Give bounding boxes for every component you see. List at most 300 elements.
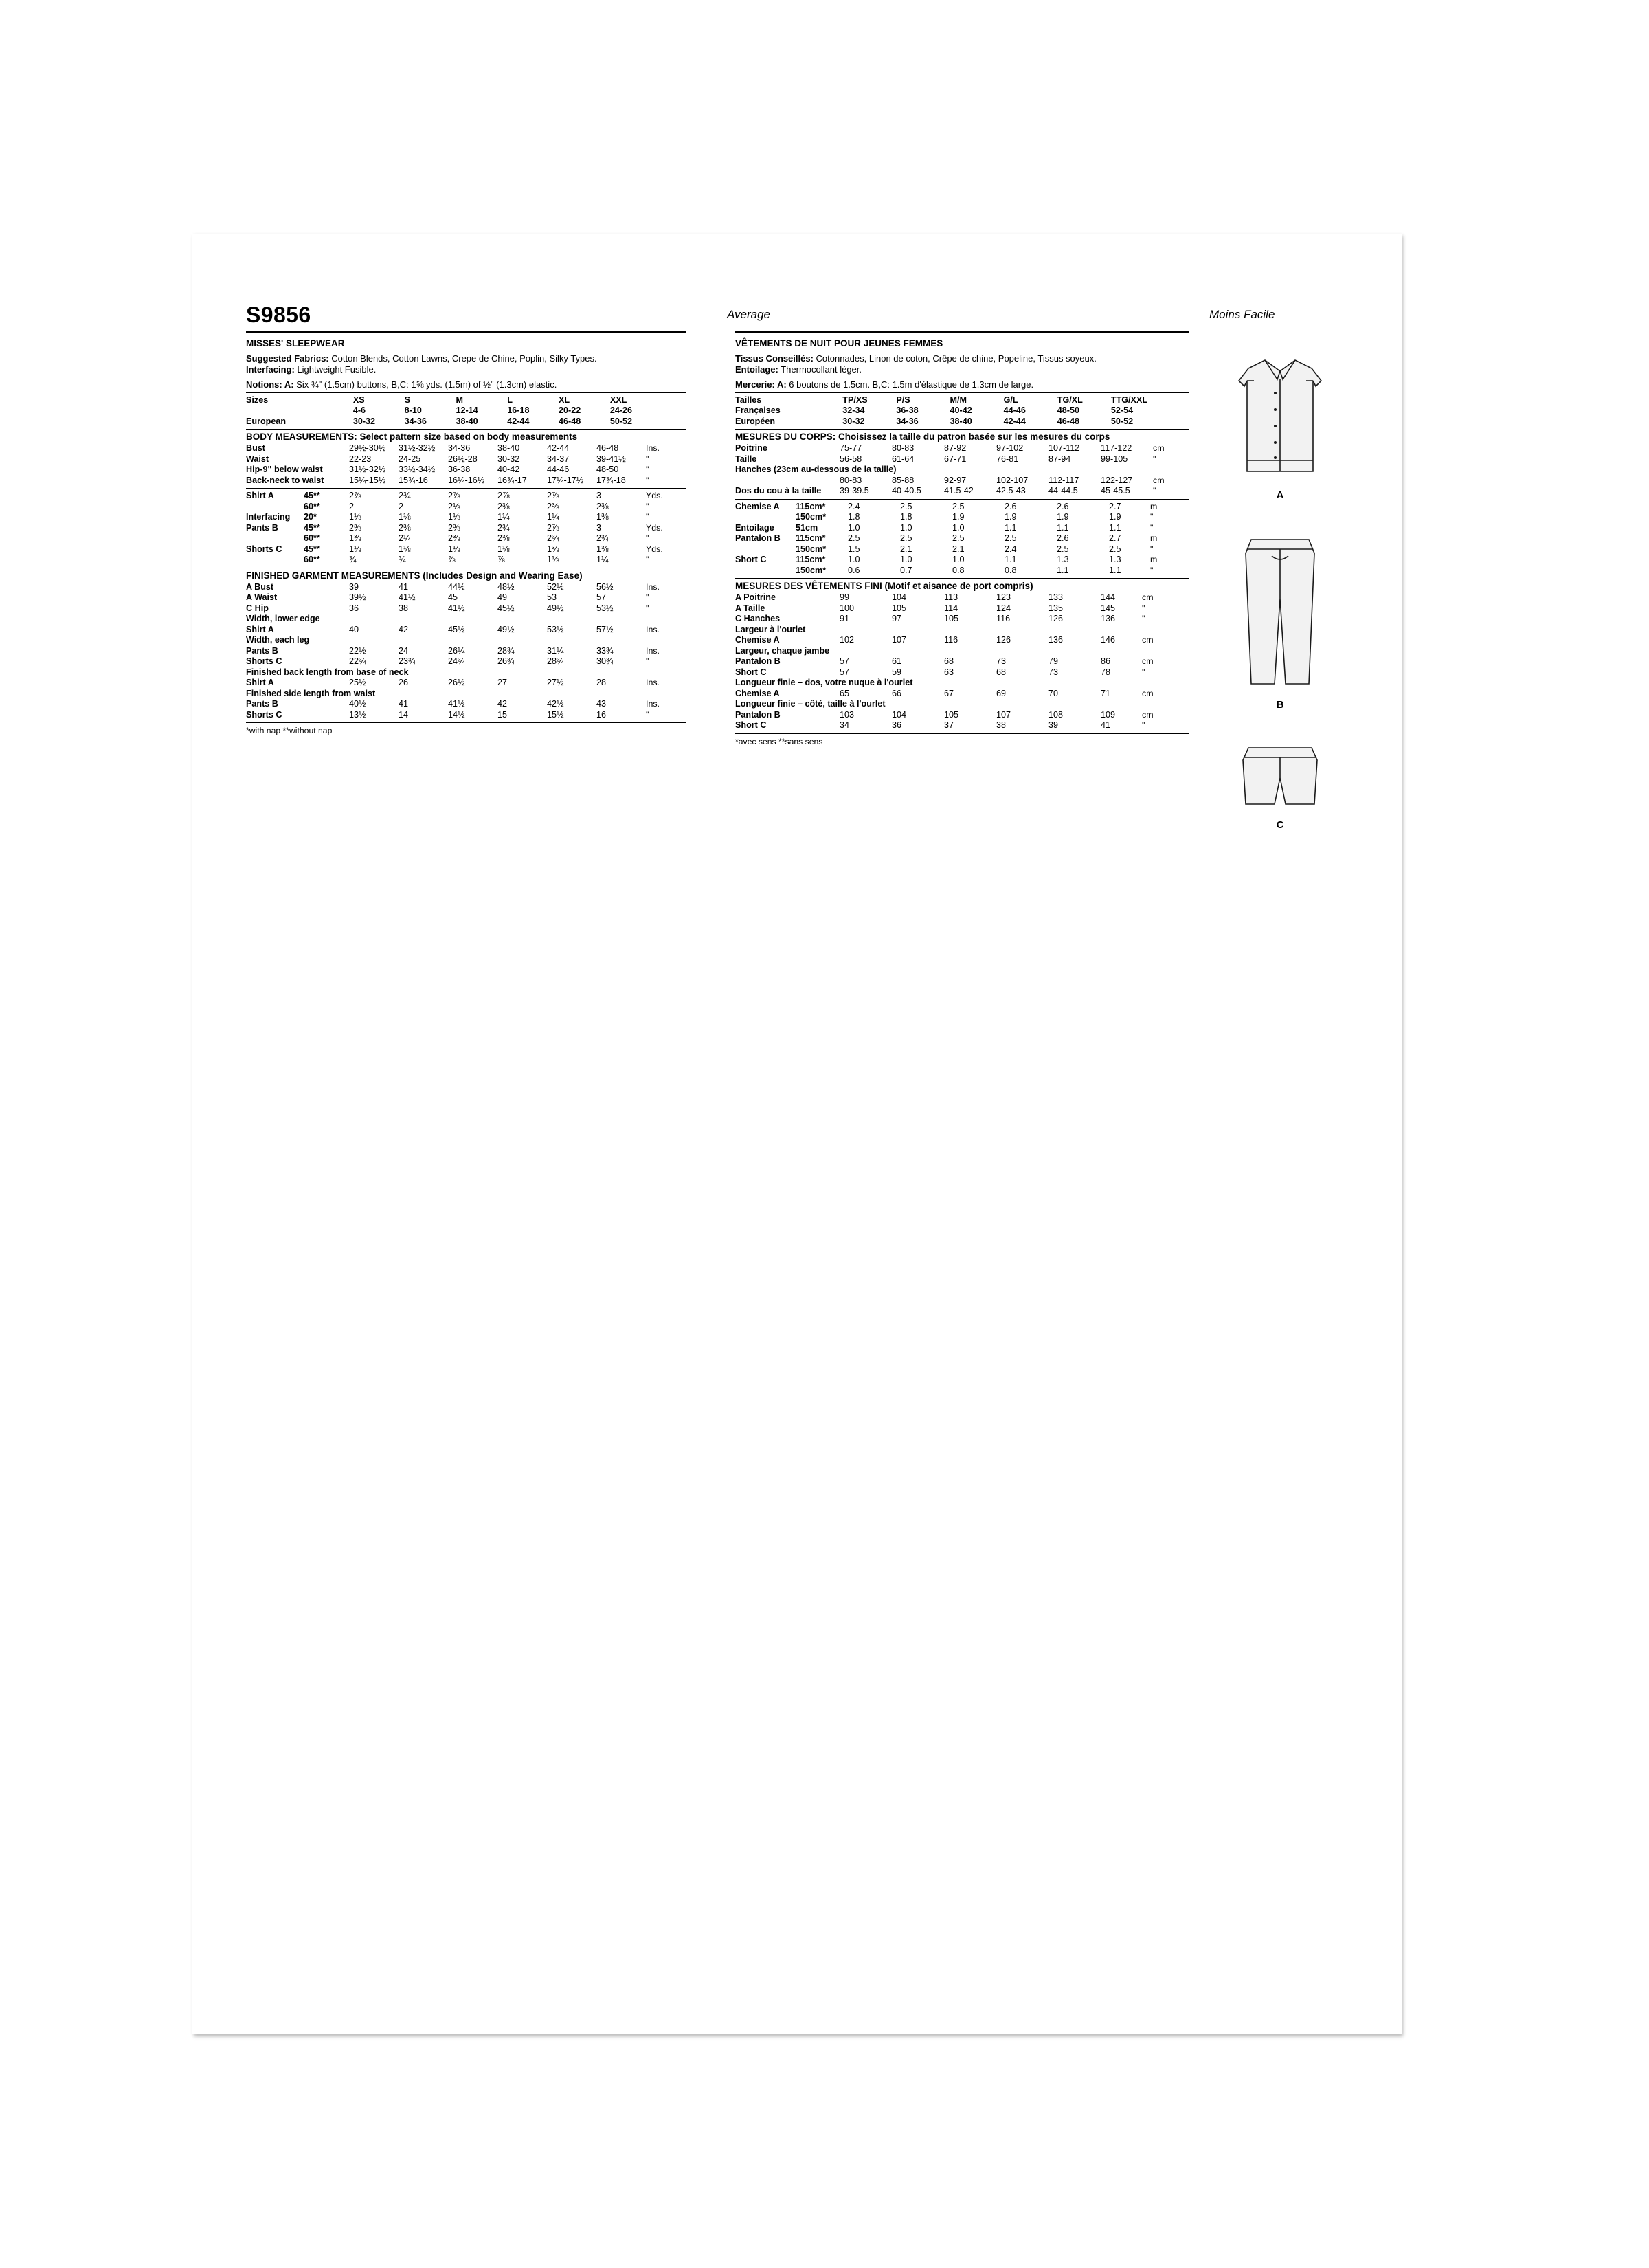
cell: 68 (996, 667, 1007, 677)
cell: 1.1 (1109, 522, 1121, 533)
row-label: Shorts C (246, 709, 282, 720)
cell: 39 (1048, 720, 1059, 730)
row-label: Pants B (246, 645, 278, 656)
pants-figure (1201, 533, 1359, 711)
cell: 71 (1101, 688, 1111, 698)
cell: 28¾ (497, 645, 515, 656)
cell: 2.6 (1005, 501, 1017, 511)
cell: 40-40.5 (892, 486, 921, 496)
cell: 1⅛ (448, 512, 460, 522)
unit: Yds. (646, 522, 663, 533)
row-label: Waist (246, 454, 269, 464)
cell: 2.5 (1057, 544, 1069, 554)
size-number: 8-10 (404, 405, 422, 415)
cell: 1⅜ (596, 512, 609, 522)
european-size: 34-36 (404, 416, 427, 426)
cell: 2.1 (900, 544, 912, 554)
fabric-width: 20* (304, 512, 317, 522)
cell: 65 (840, 688, 850, 698)
cell: 41½ (448, 699, 465, 709)
cell: 1.0 (900, 555, 912, 564)
cell: 41 (399, 699, 409, 709)
unit: " (1150, 544, 1154, 554)
size-letter: P/S (896, 394, 910, 405)
cell: 2¾ (596, 533, 609, 543)
cell: 68 (944, 656, 954, 666)
cell: 49 (497, 592, 508, 602)
row-label: Hip-9" below waist (246, 465, 323, 474)
garment-label (735, 512, 796, 523)
cell: ⅞ (497, 555, 505, 564)
cell: 79 (1048, 656, 1059, 666)
cell: 53 (547, 592, 557, 602)
cell: 1.0 (900, 522, 912, 533)
cell: 14 (399, 709, 409, 720)
fabric-width: 45** (304, 491, 320, 500)
unit: " (1142, 667, 1145, 677)
unit: " (646, 454, 649, 464)
cell: 107 (892, 635, 907, 645)
cell: 97 (892, 614, 902, 623)
cell: 2.4 (1005, 544, 1017, 554)
eu-size: 46-48 (1057, 416, 1079, 426)
mercerie-text: 6 boutons de 1.5cm. B,C: 1.5m d'élastique de 1.3cm de large. (786, 379, 1034, 390)
garment-label: Shorts C (246, 544, 282, 554)
row-label: A Bust (246, 581, 274, 592)
cell: 103 (840, 709, 855, 720)
french-footnote: *avec sens **sans sens (735, 736, 823, 746)
cell: 2⅜ (596, 501, 609, 511)
cell: 1⅛ (349, 512, 361, 522)
sub-head: Longueur finie – dos, votre nuque à l'ourlet (735, 678, 913, 687)
cell: 22½ (349, 645, 366, 656)
unit: " (1150, 565, 1154, 575)
unit: " (646, 475, 649, 485)
cell: 80-83 (840, 475, 862, 485)
cell: 28 (596, 678, 607, 687)
cell: 126 (996, 635, 1011, 645)
sub-head: Finished back length from base of neck (246, 667, 409, 677)
cell: 104 (892, 709, 907, 720)
figure-label-a: A (1276, 489, 1284, 501)
cell: 31½-32½ (349, 465, 386, 474)
cell: 91 (840, 614, 850, 623)
unit: " (1153, 454, 1156, 464)
mesures-corps-title: MESURES DU CORPS: Choisissez la taille du patron basée sur les mesures du corps (735, 432, 1110, 442)
row-label: A Waist (246, 592, 278, 602)
fabric-width: 51cm (796, 522, 818, 533)
row-label: Dos du cou à la taille (735, 486, 822, 496)
fr-size: 52-54 (1110, 405, 1134, 415)
cell: 16¾-17 (497, 475, 527, 485)
shirt-figure (1201, 351, 1359, 501)
cell: 2.5 (848, 533, 860, 543)
cell: 22-23 (349, 454, 372, 464)
cell: 99-105 (1101, 454, 1128, 464)
fabric-width: 60** (304, 555, 320, 564)
garment-label: Shirt A (246, 491, 274, 500)
row-label: Short C (735, 667, 767, 677)
cell: ⅞ (448, 555, 456, 564)
cell: 2.5 (1005, 533, 1017, 543)
cell: 2⅜ (399, 522, 411, 533)
finished-measurements-title: FINISHED GARMENT MEASUREMENTS (Includes Design and Wearing Ease) (246, 570, 583, 581)
cell: 36 (892, 720, 902, 730)
row-label: Shorts C (246, 656, 282, 666)
row-label: C Hanches (735, 614, 781, 623)
size-letter: TG/XL (1057, 394, 1083, 405)
cell: 26½ (448, 678, 465, 687)
unit: Yds. (646, 544, 663, 554)
cell: 135 (1048, 603, 1064, 613)
cell: 34-36 (448, 443, 471, 453)
cell: 63 (944, 667, 954, 677)
cell: 43 (596, 699, 607, 709)
cell: 29½-30½ (349, 443, 386, 453)
unit: " (1142, 720, 1145, 730)
french-body-measurements-table (735, 443, 1189, 497)
garment-label: Entoilage (735, 522, 774, 533)
cell: 2⅜ (448, 533, 460, 543)
cell: 33¾ (596, 645, 614, 656)
cell: 42-44 (547, 443, 570, 453)
sub-head: Largeur à l'ourlet (735, 624, 806, 634)
cell: 112-117 (1048, 475, 1079, 485)
size-letter: G/L (1003, 394, 1018, 405)
cell: 39 (349, 581, 359, 592)
row-label: Short C (735, 720, 767, 730)
cell: 102 (840, 635, 855, 645)
cell: 1.1 (1005, 555, 1017, 564)
size-number: 20-22 (559, 405, 581, 415)
entoilage-line (735, 364, 1189, 375)
cell: 27 (497, 678, 508, 687)
interfacing-line (246, 364, 686, 375)
unit: Yds. (646, 491, 663, 500)
cell: 116 (996, 614, 1011, 623)
pattern-envelope-back (192, 234, 1402, 2034)
cell: 41.5-42 (944, 486, 974, 496)
cell: 1⅛ (349, 544, 361, 554)
tissus-text: Cotonnades, Linon de coton, Crêpe de chine, Popeline, Tissus soyeux. (813, 353, 1097, 364)
cell: 24-25 (399, 454, 421, 464)
european-size: 30-32 (352, 416, 376, 426)
cell: 2.1 (952, 544, 965, 554)
cell: 45 (448, 592, 458, 602)
cell: 42 (399, 624, 409, 634)
cell: 2.5 (952, 501, 965, 511)
cell: 52½ (547, 581, 564, 592)
entoilage-label: Entoilage: (735, 364, 778, 375)
cell: 3 (596, 491, 602, 500)
cell: 36 (349, 603, 359, 613)
cell: 85-88 (892, 475, 915, 485)
cell: 146 (1101, 635, 1116, 645)
notions-text: Six ¾" (1.5cm) buttons, B,C: 1⅝ yds. (1.5m) of ½" (1.3cm) elastic. (293, 379, 557, 390)
cell: 66 (892, 688, 902, 698)
unit: " (1142, 614, 1145, 623)
cell: 1¼ (547, 512, 559, 522)
unit: " (1150, 522, 1154, 533)
cell: 105 (892, 603, 907, 613)
unit: m (1150, 555, 1158, 564)
cell: 2⅜ (547, 501, 559, 511)
unit: " (1150, 512, 1154, 522)
size-letter: M (456, 394, 463, 405)
cell: 49½ (547, 603, 564, 613)
unit: Ins. (646, 645, 660, 656)
cell: 1¼ (497, 512, 510, 522)
fr-size: 40-42 (950, 405, 972, 415)
fabric-width: 150cm* (796, 544, 827, 554)
unit: cm (1142, 656, 1154, 666)
row-label: Chemise A (735, 688, 780, 698)
cell: 122-127 (1101, 475, 1133, 485)
cell: 1⅛ (448, 544, 460, 554)
row-label: Bust (246, 443, 265, 453)
sub-head: Finished side length from waist (246, 688, 376, 698)
cell: 16 (596, 709, 607, 720)
cell: 41½ (399, 592, 416, 602)
cell: 39-41½ (596, 454, 626, 464)
cell: 2⅜ (497, 533, 510, 543)
suggested-fabrics-text: Cotton Blends, Cotton Lawns, Crepe de Chine, Poplin, Silky Types. (328, 353, 597, 364)
notions-line (246, 379, 686, 390)
sub-head: Width, lower edge (246, 614, 320, 623)
unit: " (646, 533, 649, 543)
pattern-number: S9856 (246, 302, 311, 327)
cell: 113 (944, 592, 958, 602)
english-size-table (246, 395, 686, 427)
cell: 1⅜ (547, 544, 559, 554)
size-letter: XL (559, 394, 570, 405)
unit: Ins. (646, 581, 660, 592)
difficulty-english: Average (727, 308, 771, 321)
size-letter: TTG/XXL (1110, 394, 1148, 405)
cell: 1.9 (1109, 512, 1121, 522)
row-label: Shirt A (246, 678, 274, 687)
garment-label: Chemise A (735, 501, 780, 511)
cell: 1⅛ (399, 512, 411, 522)
cell: 2¾ (399, 491, 411, 500)
cell: 86 (1101, 656, 1111, 666)
tissus-line (735, 353, 1189, 364)
cell: 16¼-16½ (448, 475, 485, 485)
cell: 57 (596, 592, 607, 602)
fabric-width: 115cm* (796, 533, 826, 543)
cell: 57½ (596, 624, 614, 634)
cell: 49½ (497, 624, 515, 634)
size-letter: TP/XS (842, 394, 868, 405)
cell: 2.6 (1057, 533, 1069, 543)
cell: 44½ (448, 581, 465, 592)
cell: 34-37 (547, 454, 570, 464)
mercerie-line (735, 379, 1189, 390)
unit: " (1153, 486, 1156, 496)
cell: 41 (1101, 720, 1111, 730)
cell: 2 (349, 501, 355, 511)
cell: 1.0 (952, 555, 965, 564)
cell: 1.8 (848, 512, 860, 522)
fr-size: 36-38 (896, 405, 919, 415)
cell: 75-77 (840, 443, 862, 453)
french-title: VÊTEMENTS DE NUIT POUR JEUNES FEMMES (735, 338, 943, 348)
rule-right (735, 331, 1189, 333)
cell: 38-40 (497, 443, 520, 453)
row-label: Chemise A (735, 635, 780, 645)
cell: 108 (1048, 709, 1064, 720)
cell: 31¼ (547, 645, 564, 656)
cell: 1.1 (1109, 565, 1121, 575)
unit: " (646, 656, 649, 666)
cell: 2¾ (547, 533, 559, 543)
cell: 1.0 (848, 522, 860, 533)
sizes-label: Sizes (246, 394, 269, 405)
cell: 1.8 (900, 512, 912, 522)
cell: 92-97 (944, 475, 967, 485)
cell: 1.5 (848, 544, 860, 554)
garment-label (735, 544, 796, 555)
cell: 34 (840, 720, 850, 730)
cell: 61-64 (892, 454, 915, 464)
cell: ¾ (399, 555, 406, 564)
cell: 26¼ (448, 645, 465, 656)
unit: " (646, 592, 649, 602)
cell: 26 (399, 678, 409, 687)
cell: 2 (399, 501, 404, 511)
cell: 40½ (349, 699, 366, 709)
cell: 136 (1048, 635, 1064, 645)
cell: 44-46 (547, 465, 570, 474)
cell: 0.6 (848, 565, 860, 575)
cell: 40-42 (497, 465, 520, 474)
cell: 1.3 (1057, 555, 1069, 564)
european-size: 46-48 (559, 416, 581, 426)
cell: ¾ (349, 555, 357, 564)
cell: 1.9 (1005, 512, 1017, 522)
garment-label (246, 502, 304, 513)
cell: 56½ (596, 581, 614, 592)
garment-label (246, 555, 304, 566)
garment-label: Interfacing (246, 512, 291, 522)
fabric-width: 115cm* (796, 555, 826, 564)
unit: " (646, 555, 649, 564)
cell: 36-38 (448, 465, 471, 474)
garment-label (246, 533, 304, 544)
cell: 39-39.5 (840, 486, 869, 496)
cell: 59 (892, 667, 902, 677)
cell: 102-107 (996, 475, 1029, 485)
french-yardage-table (735, 502, 1189, 577)
cell: 30-32 (497, 454, 520, 464)
header (246, 302, 1345, 330)
fabric-width: 60** (304, 533, 320, 543)
unit: cm (1153, 475, 1165, 485)
cell: 15¼-15½ (349, 475, 386, 485)
cell: 76-81 (996, 454, 1019, 464)
cell: 87-94 (1048, 454, 1071, 464)
cell: 15¾-16 (399, 475, 428, 485)
size-letter: L (507, 394, 513, 405)
cell: 53½ (547, 624, 564, 634)
cell: 69 (996, 688, 1007, 698)
cell: 48-50 (596, 465, 619, 474)
european-size: 38-40 (456, 416, 478, 426)
unit: m (1150, 501, 1158, 511)
cell: 56-58 (840, 454, 862, 464)
cell: 26½-28 (448, 454, 478, 464)
cell: 114 (944, 603, 958, 613)
unit: " (646, 512, 649, 522)
cell: 23¾ (399, 656, 416, 666)
fabric-width: 45** (304, 522, 320, 533)
fr-size: 48-50 (1057, 405, 1079, 415)
cell: 3 (596, 522, 602, 533)
cell: 13½ (349, 709, 366, 720)
cell: 100 (840, 603, 855, 613)
eu-size: 42-44 (1003, 416, 1026, 426)
cell: 1.1 (1057, 565, 1069, 575)
cell: 15 (497, 709, 508, 720)
sub-head: Longueur finie – côté, taille à l'ourlet (735, 699, 886, 709)
unit: Ins. (646, 624, 660, 634)
unit: " (646, 709, 649, 720)
suggested-fabrics-label: Suggested Fabrics: (246, 353, 329, 364)
cell: 104 (892, 592, 907, 602)
sub-head: Largeur, chaque jambe (735, 645, 830, 656)
cell: 73 (1048, 667, 1059, 677)
cell: 41 (399, 581, 409, 592)
cell: 67-71 (944, 454, 967, 464)
entoilage-text: Thermocollant léger. (778, 364, 862, 375)
cell: 2.5 (900, 533, 912, 543)
french-finished-table (735, 592, 1189, 731)
unit: " (646, 465, 649, 474)
english-finished-table (246, 582, 686, 721)
cell: 1⅛ (497, 544, 510, 554)
cell: 2.7 (1109, 533, 1121, 543)
cell: 24¾ (448, 656, 465, 666)
europeen-label: Européen (735, 416, 776, 426)
fr-size: 44-46 (1003, 405, 1026, 415)
cell: 117-122 (1101, 443, 1132, 453)
cell: 33½-34½ (399, 465, 436, 474)
cell: 1.9 (952, 512, 965, 522)
english-body-measurements-table (246, 443, 686, 486)
english-yardage-table (246, 491, 686, 566)
difficulty-french: Moins Facile (1209, 308, 1275, 321)
cell: 133 (1048, 592, 1064, 602)
rule-left (246, 331, 686, 333)
cell: 2⅞ (547, 522, 559, 533)
cell: 144 (1101, 592, 1116, 602)
cell: 1.0 (848, 555, 860, 564)
cell: 2¼ (399, 533, 411, 543)
cell: 136 (1101, 614, 1116, 623)
cell: 39½ (349, 592, 366, 602)
unit: cm (1142, 592, 1154, 602)
interfacing-label: Interfacing: (246, 364, 295, 375)
row-label: Pantalon B (735, 709, 781, 720)
cell: 37 (944, 720, 954, 730)
size-letter: M/M (950, 394, 967, 405)
unit: " (646, 501, 649, 511)
cell: 73 (996, 656, 1007, 666)
cell: 2.4 (848, 501, 860, 511)
unit: cm (1153, 443, 1165, 453)
fabric-width: 45** (304, 544, 320, 554)
cell: 0.8 (952, 565, 965, 575)
